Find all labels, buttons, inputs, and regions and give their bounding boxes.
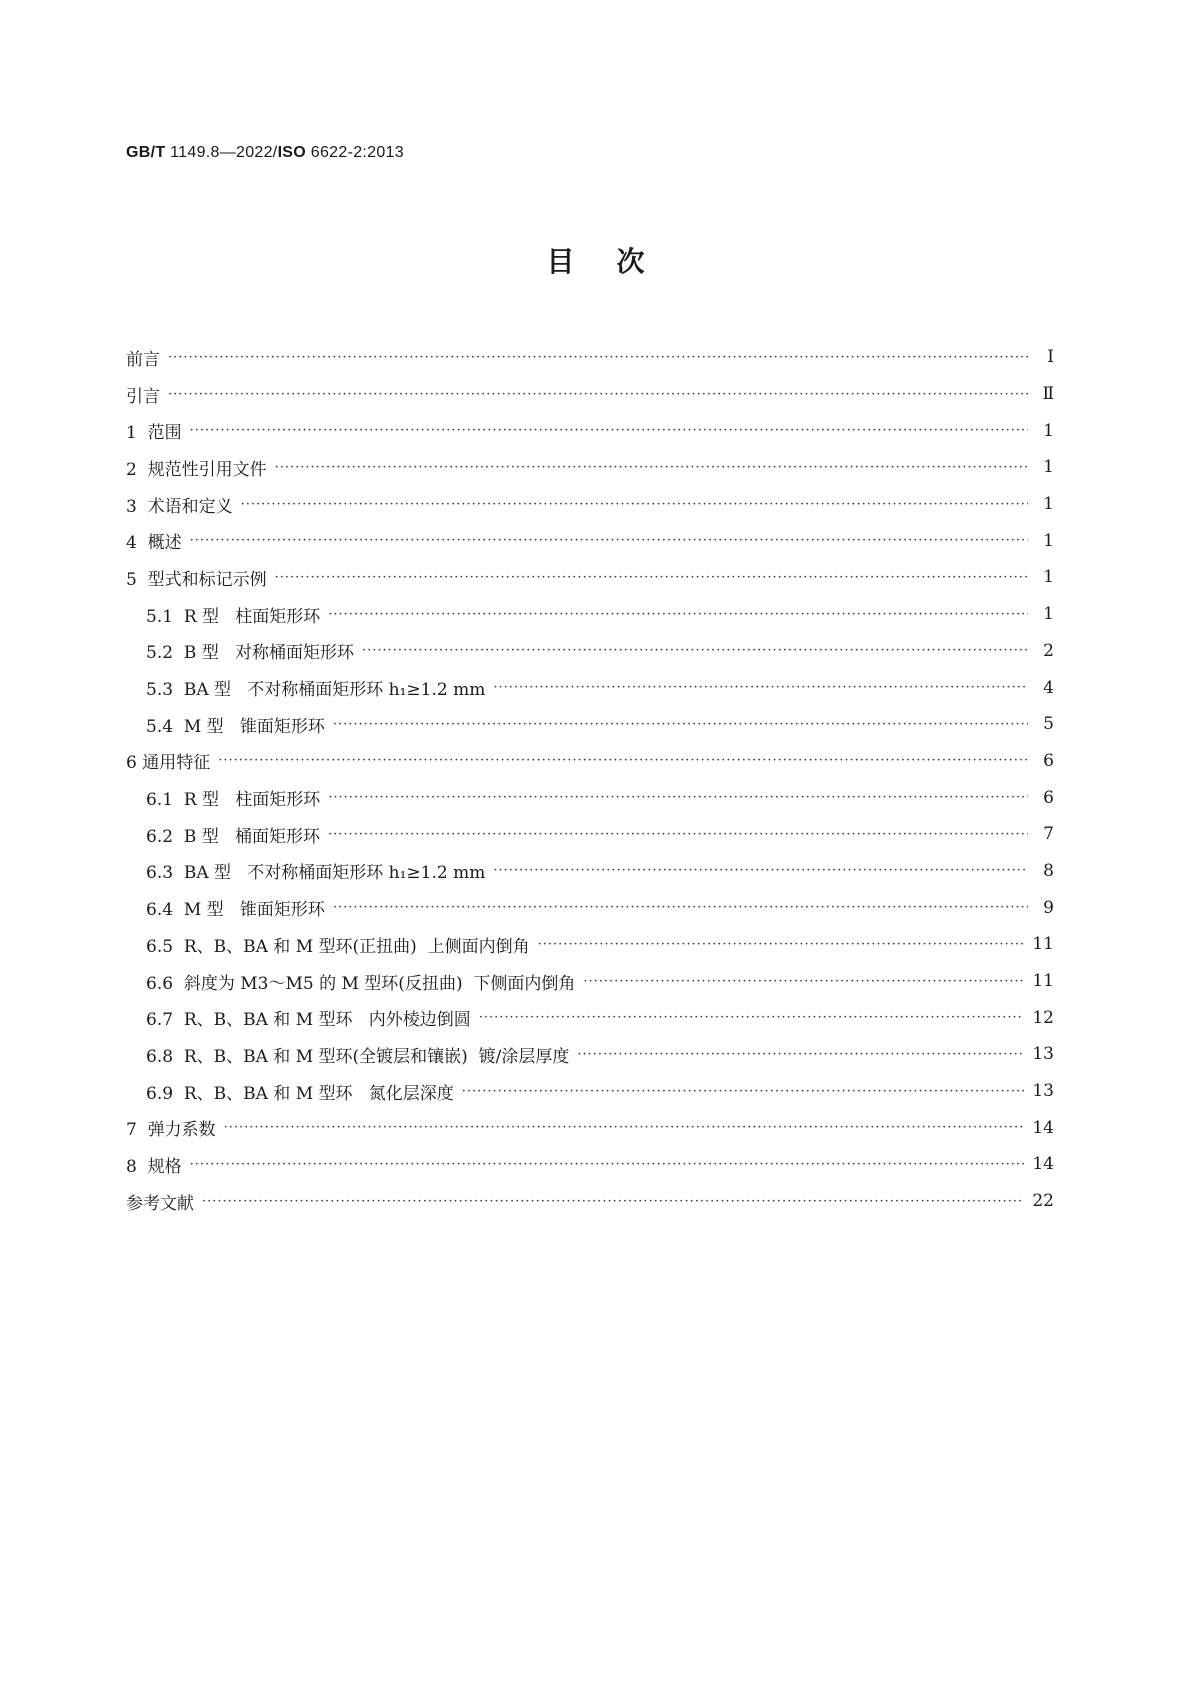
toc-entry-label: 6.4 M 型 锥面矩形环 <box>146 900 325 921</box>
toc-entry-label: 1 范围 <box>126 423 182 444</box>
toc-entry-page: 6 <box>1043 787 1054 808</box>
toc-entry[interactable] <box>126 339 1054 376</box>
toc-leader-dots <box>190 1157 1025 1172</box>
toc-entry-page: 13 <box>1032 1044 1054 1065</box>
document-code <box>126 142 404 162</box>
toc-leader-dots <box>333 717 1028 732</box>
toc-leader-dots <box>577 1047 1024 1062</box>
toc-entry-label: 6.3 BA 型 不对称桶面矩形环 h₁≥1.2 mm <box>146 863 486 884</box>
toc-entry-page: 1 <box>1043 494 1054 515</box>
toc-entry-label: 2 规范性引用文件 <box>126 459 267 480</box>
toc-entry[interactable] <box>126 1183 1054 1220</box>
toc-entry[interactable] <box>126 376 1054 413</box>
toc-entry[interactable] <box>126 559 1054 596</box>
toc-entry[interactable] <box>126 743 1054 780</box>
toc-entry[interactable] <box>126 1109 1054 1146</box>
toc-entry[interactable] <box>126 706 1054 743</box>
toc-entry[interactable] <box>126 889 1054 926</box>
toc-entry-label: 7 弹力系数 <box>126 1120 216 1141</box>
toc-entry-page: 2 <box>1043 640 1054 661</box>
toc-entry-page: 14 <box>1032 1154 1054 1175</box>
toc-leader-dots <box>479 1010 1025 1025</box>
toc-entry[interactable] <box>126 1146 1054 1183</box>
toc-entry-page: 6 <box>1043 750 1054 771</box>
toc-entry-page: 1 <box>1043 457 1054 478</box>
toc-entry[interactable] <box>126 963 1054 1000</box>
table-of-contents <box>126 339 1054 1220</box>
toc-leader-dots <box>328 790 1028 805</box>
toc-entry-page: 9 <box>1043 897 1054 918</box>
toc-entry-page: 1 <box>1043 530 1054 551</box>
toc-leader-dots <box>362 643 1028 658</box>
standard-prefix: GB/T <box>126 144 166 161</box>
iso-prefix: ISO <box>277 144 307 161</box>
toc-entry-label: 6 通用特征 <box>126 753 211 774</box>
toc-leader-dots <box>275 460 1028 475</box>
toc-entry-label: 5.2 B 型 对称桶面矩形环 <box>146 643 354 664</box>
toc-entry-page: 4 <box>1043 677 1054 698</box>
toc-leader-dots <box>168 350 1028 365</box>
toc-entry[interactable] <box>126 1073 1054 1110</box>
toc-entry[interactable] <box>126 816 1054 853</box>
toc-entry[interactable] <box>126 1036 1054 1073</box>
toc-entry-page: 12 <box>1032 1007 1054 1028</box>
toc-entry[interactable] <box>126 999 1054 1036</box>
standard-number: 1149.8—2022/ <box>165 144 278 161</box>
toc-entry-page: 7 <box>1043 824 1054 845</box>
toc-entry-label: 3 术语和定义 <box>126 496 233 517</box>
toc-entry-label: 6.1 R 型 柱面矩形环 <box>146 790 321 811</box>
toc-leader-dots <box>218 753 1028 768</box>
toc-entry-label: 4 概述 <box>126 533 182 554</box>
toc-entry-page: 5 <box>1043 714 1054 735</box>
toc-entry-label: 参考文献 <box>126 1193 194 1214</box>
toc-entry-page: 8 <box>1043 860 1054 881</box>
toc-entry-page: 1 <box>1043 420 1054 441</box>
toc-entry-label: 6.9 R、B、BA 和 M 型环 氮化层深度 <box>146 1083 454 1104</box>
toc-entry-label: 6.5 R、B、BA 和 M 型环(正扭曲) 上侧面内倒角 <box>146 936 530 957</box>
toc-entry-label: 前言 <box>126 349 160 370</box>
toc-leader-dots <box>190 423 1028 438</box>
toc-leader-dots <box>275 570 1028 585</box>
toc-entry-label: 6.7 R、B、BA 和 M 型环 内外棱边倒圆 <box>146 1010 471 1031</box>
toc-leader-dots <box>493 680 1028 695</box>
toc-entry[interactable] <box>126 669 1054 706</box>
toc-entry-label: 5.1 R 型 柱面矩形环 <box>146 606 321 627</box>
toc-entry-label: 6.8 R、B、BA 和 M 型环(全镀层和镶嵌) 镀/涂层厚度 <box>146 1046 570 1067</box>
toc-entry-page: Ⅱ <box>1042 384 1054 405</box>
toc-entry[interactable] <box>126 853 1054 890</box>
toc-entry-label: 引言 <box>126 386 160 407</box>
toc-entry[interactable] <box>126 926 1054 963</box>
toc-leader-dots <box>333 900 1028 915</box>
toc-entry-label: 5.3 BA 型 不对称桶面矩形环 h₁≥1.2 mm <box>146 680 486 701</box>
iso-number: 6622-2:2013 <box>306 144 404 161</box>
toc-entry-label: 5 型式和标记示例 <box>126 569 267 590</box>
toc-entry[interactable] <box>126 633 1054 670</box>
toc-leader-dots <box>241 497 1028 512</box>
toc-entry[interactable] <box>126 412 1054 449</box>
toc-entry[interactable] <box>126 779 1054 816</box>
toc-entry-page: 11 <box>1032 934 1054 955</box>
toc-entry-label: 6.2 B 型 桶面矩形环 <box>146 826 320 847</box>
toc-entry-page: 13 <box>1032 1081 1054 1102</box>
toc-leader-dots <box>328 607 1028 622</box>
toc-leader-dots <box>190 533 1028 548</box>
toc-entry[interactable] <box>126 449 1054 486</box>
toc-entry-page: 1 <box>1043 567 1054 588</box>
toc-leader-dots <box>538 937 1025 952</box>
toc-leader-dots <box>493 863 1028 878</box>
toc-leader-dots <box>462 1084 1025 1099</box>
toc-entry-page: 11 <box>1032 971 1054 992</box>
toc-entry-label: 5.4 M 型 锥面矩形环 <box>146 716 325 737</box>
toc-leader-dots <box>202 1194 1024 1209</box>
toc-entry-page: 22 <box>1032 1191 1054 1212</box>
toc-entry-page: Ⅰ <box>1047 347 1054 368</box>
toc-entry[interactable] <box>126 596 1054 633</box>
toc-entry-label: 8 规格 <box>126 1156 182 1177</box>
toc-entry-page: 1 <box>1043 604 1054 625</box>
toc-entry-page: 14 <box>1032 1117 1054 1138</box>
toc-leader-dots <box>583 974 1024 989</box>
toc-entry[interactable] <box>126 522 1054 559</box>
toc-leader-dots <box>328 827 1028 842</box>
toc-entry-label: 6.6 斜度为 M3～M5 的 M 型环(反扭曲) 下侧面内倒角 <box>146 973 576 994</box>
toc-entry[interactable] <box>126 486 1054 523</box>
page-title: 目次 <box>546 245 687 278</box>
toc-leader-dots <box>168 387 1028 402</box>
toc-leader-dots <box>224 1120 1025 1135</box>
